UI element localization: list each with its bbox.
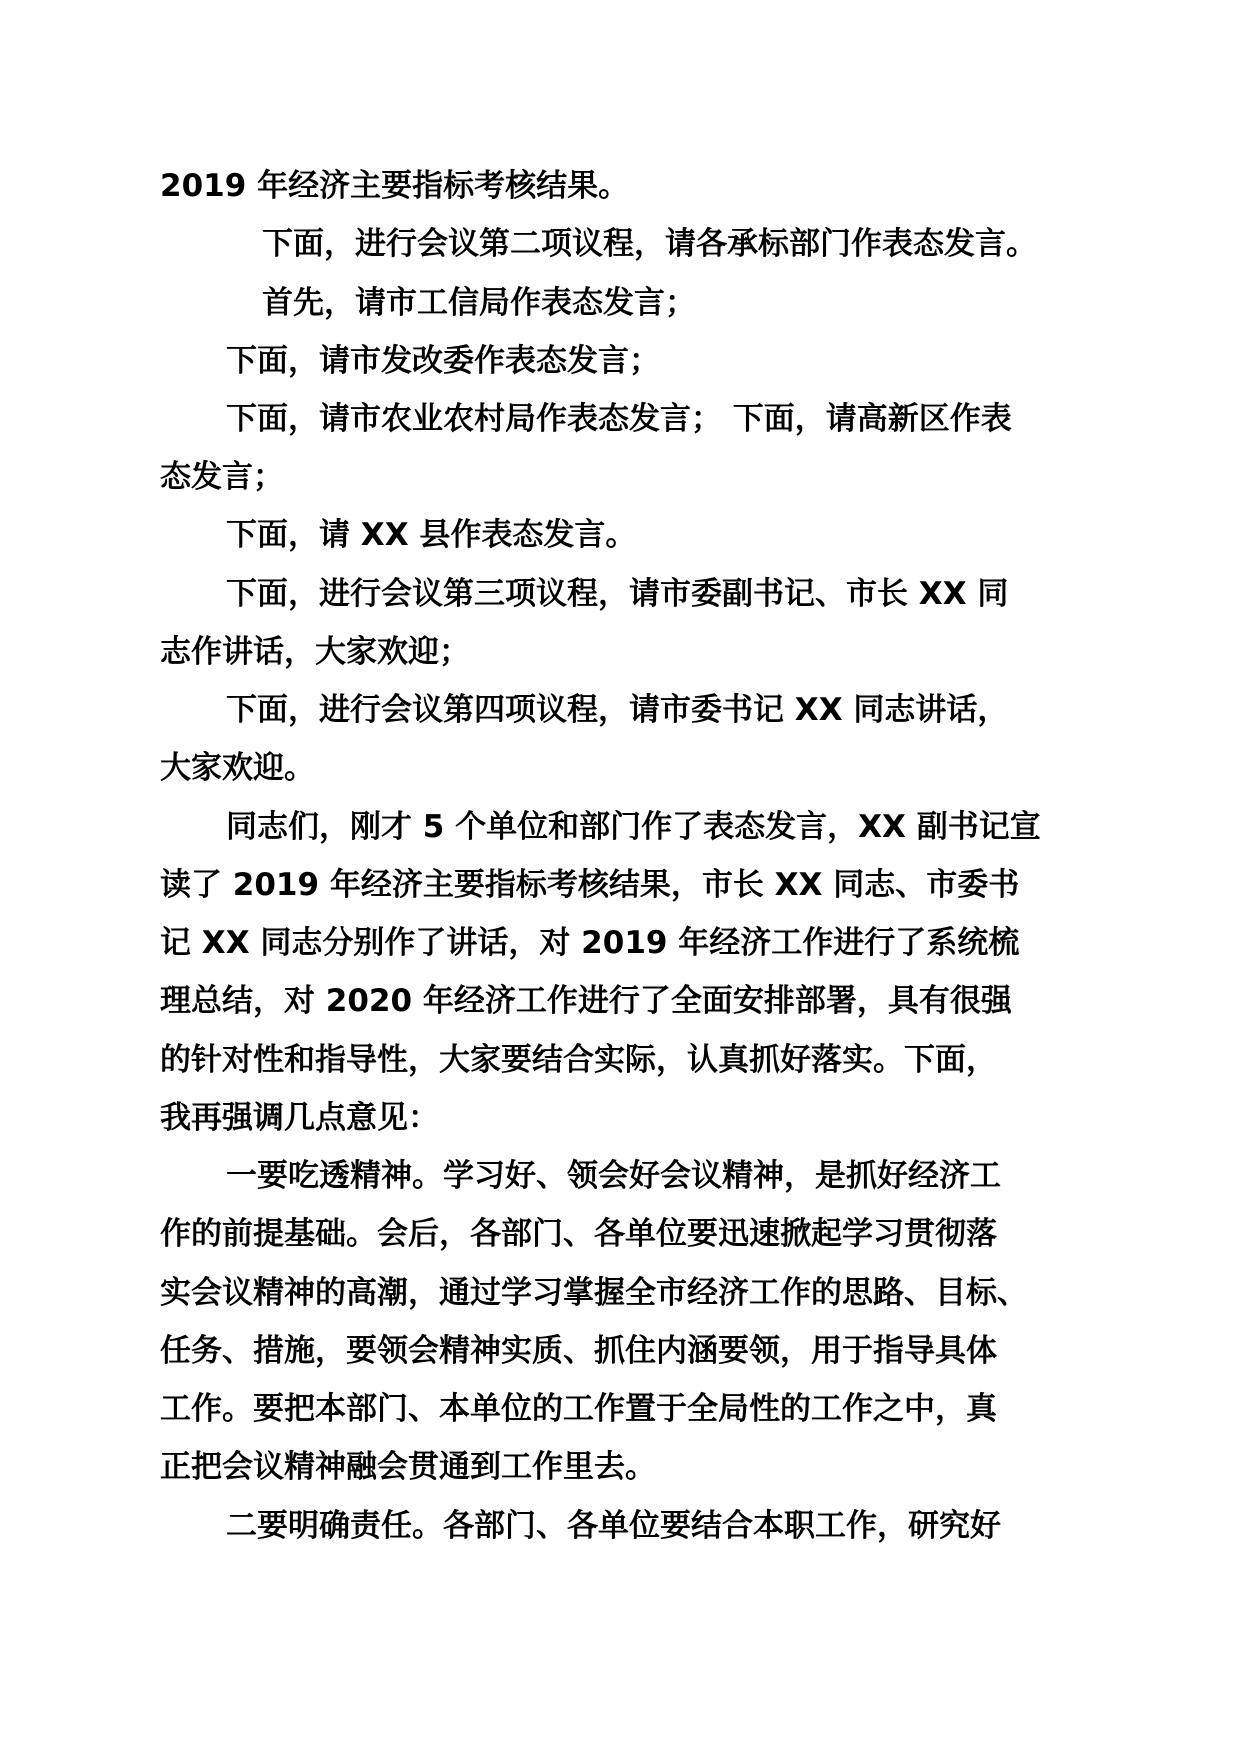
- text-line-10: 下面，进行会议第四项议程，请市委书记 XX 同志讲话，: [226, 692, 1009, 728]
- text-line-14: 记 XX 同志分别作了讲话，对 2019 年经济工作进行了系统梳: [160, 925, 1020, 961]
- text-line-3: 首先，请市工信局作表态发言；: [262, 285, 696, 321]
- text-line-19: 作的前提基础。会后，各部门、各单位要迅速掀起学习贯彻落: [160, 1216, 997, 1252]
- text-line-8: 下面，进行会议第三项议程，请市委副书记、市长 XX 同: [226, 576, 1009, 612]
- text-line-6: 态发言；: [160, 459, 284, 495]
- text-line-4: 下面，请市发改委作表态发言；: [226, 343, 660, 379]
- text-line-17: 我再强调几点意见：: [160, 1100, 439, 1136]
- text-line-22: 工作。要把本部门、本单位的工作置于全局性的工作之中，真: [160, 1391, 997, 1427]
- text-line-21: 任务、措施，要领会精神实质、抓住内涵要领，用于指导具体: [160, 1333, 997, 1369]
- text-line-11: 大家欢迎。: [160, 750, 315, 786]
- text-line-16: 的针对性和指导性，大家要结合实际，认真抓好落实。下面，: [160, 1042, 997, 1078]
- text-line-24: 二要明确责任。各部门、各单位要结合本职工作，研究好: [226, 1508, 1001, 1544]
- text-line-18: 一要吃透精神。学习好、领会好会议精神，是抓好经济工: [226, 1158, 1001, 1194]
- text-line-1: 2019 年经济主要指标考核结果。: [160, 168, 630, 204]
- text-line-15: 理总结，对 2020 年经济工作进行了全面安排部署，具有很强: [160, 983, 1012, 1019]
- text-line-20: 实会议精神的高潮，通过学习掌握全市经济工作的思路、目标、: [160, 1275, 1028, 1311]
- text-line-7: 下面，请 XX 县作表态发言。: [226, 517, 637, 553]
- text-line-12: 同志们，刚才 5 个单位和部门作了表态发言，XX 副书记宣: [226, 809, 1041, 845]
- text-line-2: 下面，进行会议第二项议程，请各承标部门作表态发言。: [262, 226, 1037, 262]
- text-line-5: 下面，请市农业农村局作表态发言； 下面，请高新区作表: [226, 401, 1012, 437]
- text-line-13: 读了 2019 年经济主要指标考核结果，市长 XX 同志、市委书: [160, 867, 1020, 903]
- text-line-23: 正把会议精神融会贯通到工作里去。: [160, 1449, 656, 1485]
- text-line-9: 志作讲话，大家欢迎；: [160, 634, 470, 670]
